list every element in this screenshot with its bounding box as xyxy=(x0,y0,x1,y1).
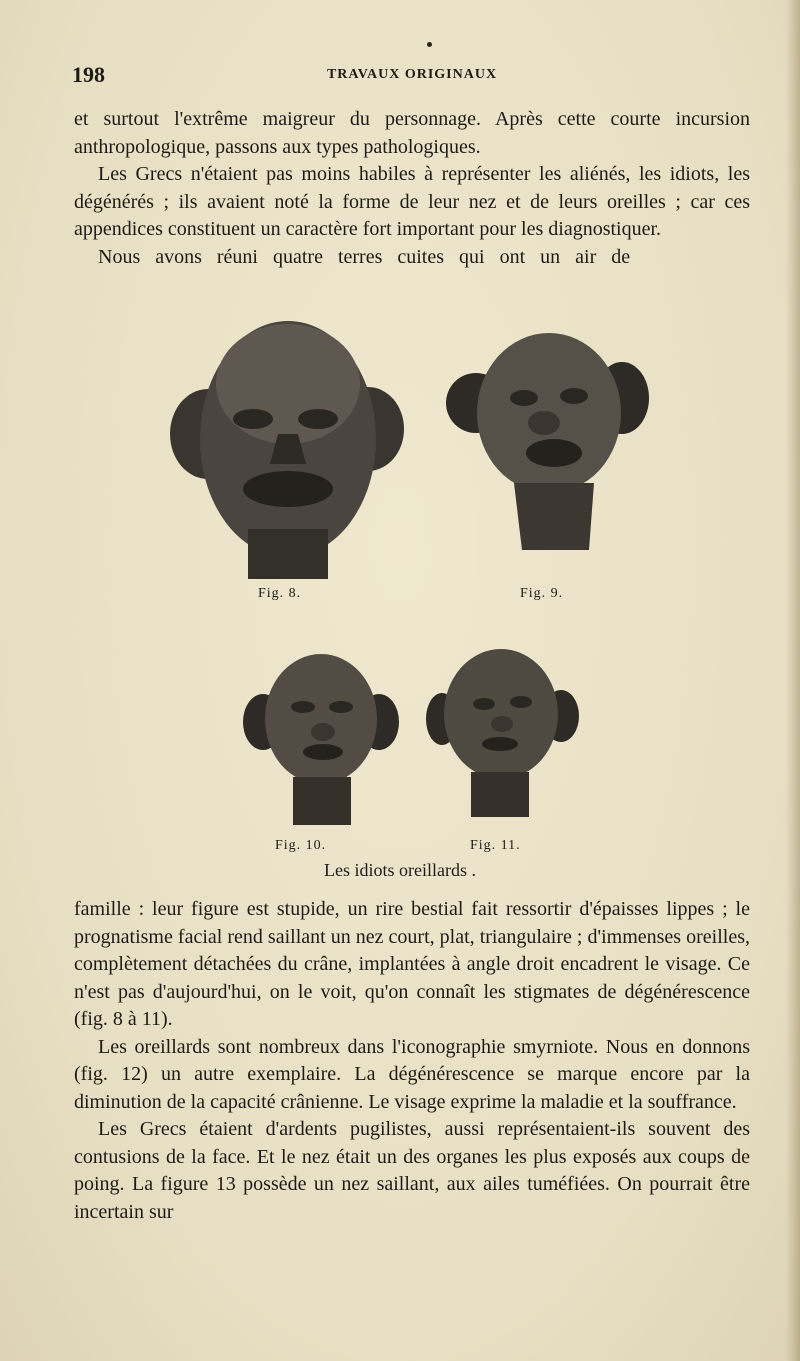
paragraph: Nous avons réuni quatre terres cuites qui ont un air de xyxy=(98,245,631,268)
figure-10-terracotta-head xyxy=(241,647,401,827)
paragraph: et surtout l'extrême maigreur du personnage. Après cette courte incursion anthropologique, passons aux types pathologiques. xyxy=(74,108,750,158)
text-block-top xyxy=(74,106,750,271)
page-number: 198 xyxy=(72,62,105,87)
text-block-bottom xyxy=(74,896,750,1226)
paragraph: Les Grecs étaient d'ardents pugilistes, aussi représentaient-ils souvent des contusions de la face. Et le nez était un des organes les plus exposés aux coups de poing. La figure 13 possède un nez saillant, aux ailes tuméfiées. On pourrait être incertain sur xyxy=(74,1118,750,1223)
paragraph: Les oreillards sont nombreux dans l'iconographie smyrniote. Nous en donnons (fig. 12) un autre exemplaire. La dégénérescence se marque encore par la diminution de la capacité crânienne. Le visage exprime la maladie et la souffrance. xyxy=(74,1035,750,1113)
figure-group-caption: Les idiots oreillards . xyxy=(324,860,476,880)
page-header xyxy=(72,62,752,92)
figure-9-caption: Fig. 9. xyxy=(520,586,564,601)
figure-11-caption: Fig. 11. xyxy=(470,838,521,853)
page-edge-shadow xyxy=(786,0,800,1361)
figure-11-terracotta-head xyxy=(424,644,579,819)
figure-10-caption: Fig. 10. xyxy=(275,838,327,853)
figure-8-caption: Fig. 8. xyxy=(258,586,302,601)
figure-8-terracotta-head xyxy=(168,314,408,579)
paragraph: Les Grecs n'étaient pas moins habiles à représenter les aliénés, les idiots, les dégénérés ; ils avaient noté la forme de leur nez et de leurs oreilles ; car ces appendices constituent un caractère fort important pour les diagnostiquer. xyxy=(74,163,750,240)
figure-9-terracotta-head xyxy=(444,318,649,553)
ink-dot xyxy=(427,42,432,47)
paragraph: famille : leur figure est stupide, un rire bestial fait ressortir d'épaisses lippes ; le prognatisme facial rend saillant un nez court, plat, triangulaire ; d'immenses oreilles, complètement détachées du crâne, implantées à angle droit encadrent le visage. Ce n'est pas d'aujourd'hui, on le voit, qu'on connaît les stigmates de dégénérescence (fig. 8 à 11). xyxy=(74,898,750,1030)
running-head: TRAVAUX ORIGINAUX xyxy=(326,67,498,82)
